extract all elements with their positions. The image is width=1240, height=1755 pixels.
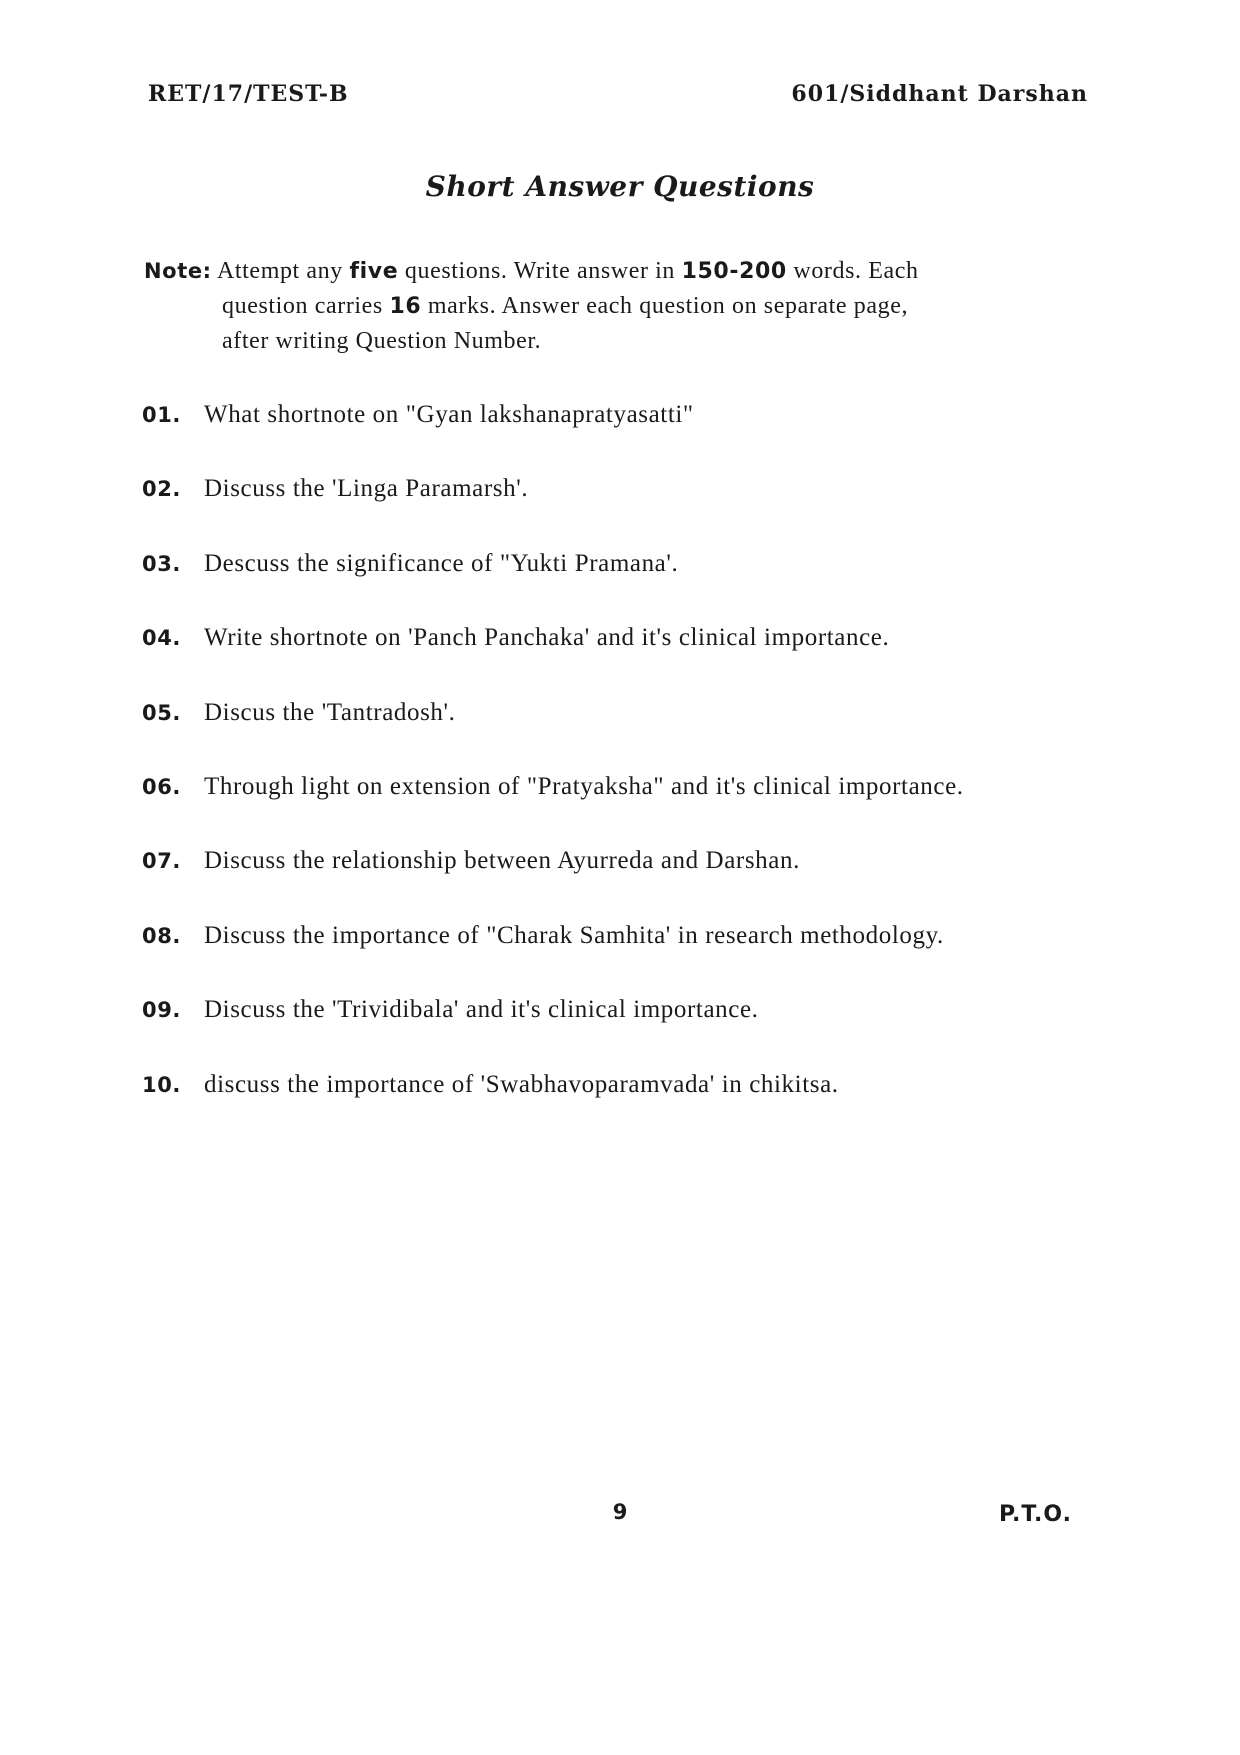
note-text-6: after writing Question Number. bbox=[222, 328, 542, 354]
note-text-3: words. Each bbox=[786, 258, 919, 284]
note-bold-marks: 16 bbox=[389, 294, 422, 319]
question-number: 06. bbox=[142, 774, 182, 799]
question-item bbox=[142, 919, 1102, 993]
question-item bbox=[142, 696, 1102, 770]
note-text-5: marks. Answer each question on separate page, bbox=[421, 293, 909, 319]
question-number: 04. bbox=[142, 626, 182, 651]
question-number: 01. bbox=[142, 403, 182, 427]
question-item bbox=[142, 844, 1102, 918]
question-text: What shortnote on "Gyan lakshanapratyasatti" bbox=[204, 401, 694, 428]
section-title: Short Answer Questions bbox=[425, 170, 815, 203]
question-item bbox=[142, 547, 1102, 621]
note-text-4: question carries bbox=[222, 293, 390, 319]
note-text-1: Attempt any bbox=[216, 258, 350, 284]
instructions-note bbox=[144, 254, 1084, 359]
question-number: 07. bbox=[142, 849, 182, 874]
question-number: 02. bbox=[142, 477, 182, 502]
exam-code: RET/17/TEST-B bbox=[148, 81, 349, 107]
pto-label: P.T.O. bbox=[998, 1502, 1072, 1527]
question-item bbox=[142, 621, 1102, 695]
note-bold-five: five bbox=[349, 259, 399, 284]
question-item bbox=[142, 993, 1102, 1067]
page-header bbox=[148, 74, 1088, 114]
question-number: 10. bbox=[142, 1072, 182, 1097]
question-number: 03. bbox=[142, 551, 182, 576]
question-text: Discuss the 'Linga Paramarsh'. bbox=[204, 475, 529, 503]
note-text-2: questions. Write answer in bbox=[398, 258, 682, 284]
question-text: Discuss the 'Trividibala' and it's clinical importance. bbox=[204, 996, 759, 1024]
note-bold-word-count: 150-200 bbox=[681, 259, 787, 284]
question-item bbox=[142, 770, 1102, 844]
page-number: 9 bbox=[612, 1500, 628, 1524]
question-text: Discuss the relationship between Ayurreda and Darshan. bbox=[204, 847, 800, 875]
question-number: 08. bbox=[142, 923, 182, 948]
subject-code: 601/Siddhant Darshan bbox=[791, 81, 1088, 107]
question-text: discuss the importance of 'Swabhavoparamvada' in chikitsa. bbox=[204, 1070, 839, 1098]
question-number: 05. bbox=[142, 700, 182, 725]
question-item bbox=[142, 1068, 1102, 1142]
question-text: Descuss the significance of "Yukti Pramana'. bbox=[204, 549, 679, 577]
question-item bbox=[142, 398, 1102, 472]
question-text: Through light on extension of "Pratyaksha" and it's clinical importance. bbox=[204, 772, 964, 800]
note-label: Note: bbox=[144, 259, 212, 283]
question-text: Write shortnote on 'Panch Panchaka' and it's clinical importance. bbox=[204, 624, 890, 652]
question-text: Discuss the importance of "Charak Samhita' in research methodology. bbox=[204, 921, 944, 949]
question-item bbox=[142, 472, 1102, 546]
question-text: Discus the 'Tantradosh'. bbox=[204, 698, 456, 726]
question-number: 09. bbox=[142, 998, 182, 1023]
question-list bbox=[142, 398, 1102, 1142]
